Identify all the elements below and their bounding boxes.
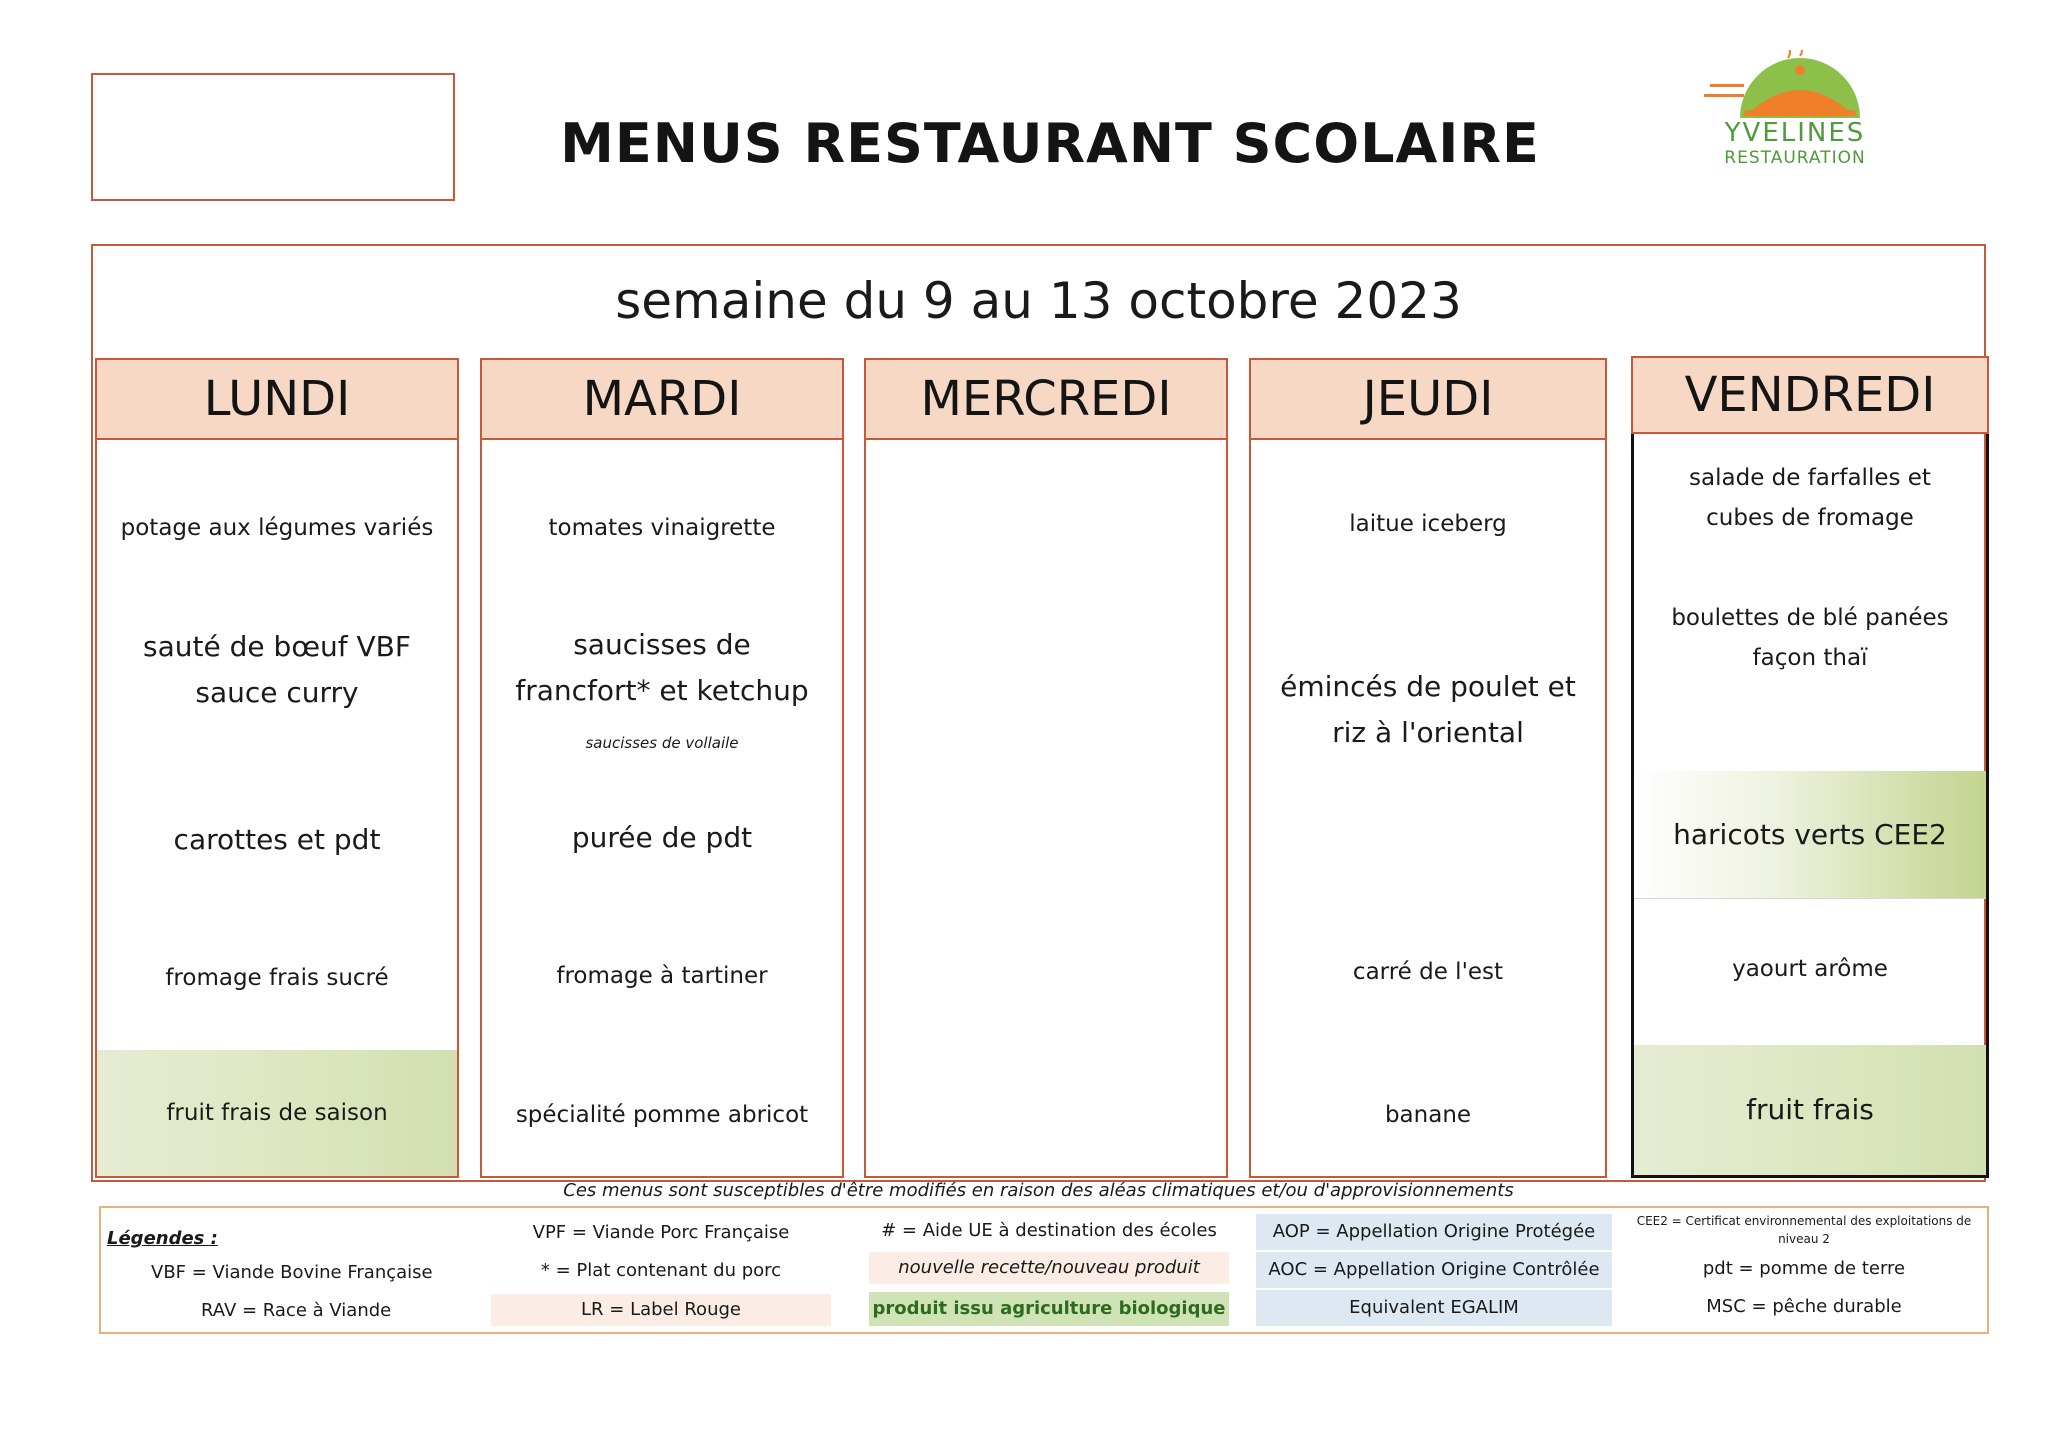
legend-title: Légendes : (107, 1228, 218, 1249)
dish-side: carottes et pdt (173, 823, 381, 856)
dish-dessert: fruit frais (1634, 1045, 1986, 1175)
legend-nouveau: nouvelle recette/nouveau produit (869, 1252, 1229, 1284)
dish-cheese: fromage à tartiner (556, 963, 768, 989)
legend-aide: # = Aide UE à destination des écoles (881, 1220, 1217, 1241)
brand-logo (1700, 50, 1890, 180)
dish-main: boulettes de blé panées façon thaï (1671, 605, 1949, 671)
legend-msc: MSC = pêche durable (1706, 1296, 1902, 1317)
dish-side: purée de pdt (571, 821, 753, 854)
legend-aop: AOP = Appellation Origine Protégée (1256, 1214, 1612, 1250)
day-column-mercredi (864, 358, 1228, 1178)
dish-dessert: banane (1384, 1102, 1472, 1128)
dish-dairy: yaourt arôme (1732, 956, 1888, 982)
legend-vpf: VPF = Viande Porc Française (532, 1222, 790, 1243)
dish-main: sauté de bœuf VBF sauce curry (143, 630, 411, 709)
dish-main: saucisses de francfort* et ketchup (515, 628, 809, 707)
brand-subtitle: RESTAURATION (1724, 148, 1866, 168)
dish-dessert: spécialité pomme abricot (515, 1102, 809, 1128)
dish-main-note-wrap (482, 730, 842, 756)
dish-cheese: fromage frais sucré (165, 965, 389, 991)
legend-box (99, 1206, 1989, 1334)
legend-egalim: Equivalent EGALIM (1256, 1290, 1612, 1326)
legend-aoc: AOC = Appellation Origine Contrôlée (1256, 1252, 1612, 1288)
week-label: semaine du 9 au 13 octobre 2023 (615, 272, 1462, 330)
legend-cee2: CEE2 = Certificat environnemental des exploitations de niveau 2 (1636, 1214, 1972, 1246)
cloche-icon (1700, 50, 1890, 120)
dish-starter: tomates vinaigrette (548, 515, 776, 541)
day-header-mardi: MARDI (482, 360, 842, 440)
dish-main-note: saucisses de vollaile (585, 734, 739, 752)
dish-main: émincés de poulet et riz à l'oriental (1280, 670, 1576, 749)
day-header-vendredi: VENDREDI (1631, 356, 1989, 434)
legend-porc: * = Plat contenant du porc (540, 1260, 782, 1281)
legend-rav: RAV = Race à Viande (201, 1300, 392, 1321)
day-column-vendredi (1631, 430, 1989, 1178)
dish-dessert: fruit frais de saison (97, 1050, 457, 1176)
day-header-lundi: LUNDI (97, 360, 457, 440)
legend-bio: produit issu agriculture biologique (869, 1292, 1229, 1326)
dish-side: haricots verts CEE2 (1634, 771, 1986, 899)
day-column-jeudi (1249, 358, 1607, 1178)
logo-placeholder-box (91, 73, 455, 201)
dish-starter: laitue iceberg (1349, 511, 1507, 537)
disclaimer: Ces menus sont susceptibles d'être modifiés en raison des aléas climatiques et/ou d'approvisionnements (563, 1180, 1514, 1201)
day-column-lundi (95, 358, 459, 1178)
day-header-jeudi: JEUDI (1251, 360, 1605, 440)
legend-pdt: pdt = pomme de terre (1702, 1258, 1906, 1279)
legend-lr: LR = Label Rouge (491, 1294, 831, 1326)
legend-vbf: VBF = Viande Bovine Française (151, 1262, 433, 1283)
brand-name: YVELINES (1724, 118, 1866, 148)
page-title: MENUS RESTAURANT SCOLAIRE (560, 112, 1540, 175)
dish-cheese: carré de l'est (1352, 959, 1504, 985)
day-header-mercredi: MERCREDI (866, 360, 1226, 440)
dish-starter: salade de farfalles et cubes de fromage (1689, 465, 1931, 531)
dish-starter: potage aux légumes variés (120, 515, 434, 541)
day-column-mardi (480, 358, 844, 1178)
